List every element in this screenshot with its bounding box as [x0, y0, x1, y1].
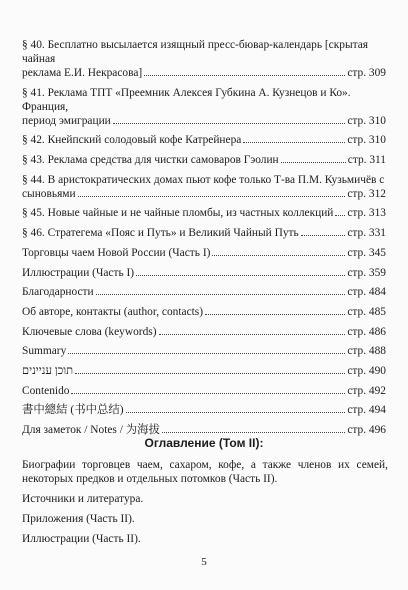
toc-entry-page: стр. 484	[347, 286, 386, 299]
toc-entry-page: стр. 490	[347, 364, 386, 377]
toc-entry-title: Ключевые слова (keywords)	[22, 325, 157, 338]
toc-entry-title: Об авторе, контакты (author, contacts)	[22, 305, 204, 318]
dot-leader	[136, 275, 345, 276]
toc-entry-title: תוכן עניינים	[22, 364, 74, 377]
toc-entry	[22, 153, 386, 167]
toc-entry-page: стр. 494	[347, 404, 386, 417]
dot-leader	[144, 75, 345, 76]
toc-entry-title: Иллюстрации (Часть I)	[22, 266, 135, 279]
toc-entry	[22, 246, 386, 260]
toc-entry	[22, 173, 386, 201]
toc-entry-title: Contenido	[22, 384, 70, 397]
toc-entry	[22, 344, 386, 358]
volume-2-item	[22, 492, 388, 506]
toc-entry-page: стр. 485	[347, 305, 386, 318]
dot-leader	[301, 235, 346, 236]
volume-2-item-line: Иллюстрации (Часть II).	[22, 533, 141, 545]
toc-entry-page: стр. 313	[347, 207, 386, 220]
dot-leader	[205, 314, 345, 315]
dot-leader	[281, 162, 346, 163]
toc-entry-title: Для заметок / Notes / 为海拔	[22, 424, 160, 436]
toc-entry-title: § 45. Новые чайные и не чайные пломбы, из частных коллекций	[22, 207, 334, 220]
toc-entry	[22, 133, 386, 147]
dot-leader	[75, 373, 345, 374]
volume-2-item	[22, 458, 388, 486]
toc-entry	[22, 266, 386, 280]
toc-entry-title: Summary	[22, 345, 67, 358]
toc-entry	[22, 403, 386, 417]
dot-leader	[159, 334, 346, 335]
toc-entry-page: стр. 331	[347, 227, 386, 240]
dot-leader	[78, 196, 346, 197]
table-of-contents	[22, 38, 386, 443]
volume-2-item-line: Приложения (Часть II).	[22, 513, 135, 525]
toc-entry	[22, 384, 386, 398]
toc-entry	[22, 364, 386, 378]
toc-entry	[22, 305, 386, 319]
volume-2-item-line: некоторых предков и отдельных потомков (Часть II).	[22, 473, 278, 485]
toc-entry-page: стр. 345	[347, 246, 386, 259]
toc-entry-page: стр. 310	[347, 134, 386, 147]
dot-leader	[335, 215, 345, 216]
toc-entry-title: § 46. Стратегема «Пояс и Путь» и Великий Чайный Путь	[22, 227, 299, 240]
toc-entry	[22, 325, 386, 339]
toc-entry-page: стр. 486	[347, 325, 386, 338]
volume-2-item-line: Биографии торговцев чаем, сахаром, кофе, а также членов их семей,	[22, 459, 388, 471]
toc-entry	[22, 38, 386, 80]
toc-entry-title-line: § 44. В аристократических домах пьют кофе только Т-ва П.М. Кузьмичёв с	[22, 173, 385, 186]
toc-entry-title-line: § 41. Реклама ТПТ «Преемник Алексея Губкина А. Кузнецов и Ко». Франция,	[22, 86, 351, 113]
volume-2-item	[22, 512, 388, 526]
toc-entry-page: стр. 311	[347, 154, 386, 167]
toc-entry	[22, 226, 386, 240]
toc-entry-title: реклама Е.И. Некрасова]	[22, 67, 143, 79]
dot-leader	[212, 255, 345, 256]
toc-entry	[22, 86, 386, 128]
toc-entry-title: § 43. Реклама средства для чистки самоваров Гэолин	[22, 154, 279, 167]
volume-2-item	[22, 532, 388, 546]
toc-entry-title: 書中總結 (书中总结)	[22, 404, 124, 417]
toc-entry	[22, 423, 386, 437]
volume-2-item-line: Источники и литература.	[22, 493, 144, 505]
toc-entry	[22, 206, 386, 220]
toc-entry-title: период эмиграции	[22, 114, 111, 127]
toc-entry-title: § 42. Кнейпский солодовый кофе Катрейнера	[22, 134, 242, 147]
toc-entry-page: стр. 359	[347, 266, 386, 279]
toc-entry-title: сыновьями	[22, 187, 76, 200]
dot-leader	[68, 353, 345, 354]
page-number: 5	[201, 556, 207, 568]
dot-leader	[126, 412, 346, 413]
toc-entry-title: Торговцы чаем Новой России (Часть I)	[22, 246, 211, 259]
volume-2-heading: Оглавление (Том II):	[144, 436, 264, 450]
dot-leader	[162, 432, 345, 433]
toc-entry	[22, 285, 386, 299]
toc-entry-page: стр. 496	[347, 424, 386, 436]
toc-entry-page: стр. 488	[347, 345, 386, 358]
toc-entry-title-line: § 40. Бесплатно высылается изящный пресс-бювар-календарь [скрытая чайная	[22, 39, 369, 65]
toc-entry-page: стр. 492	[347, 384, 386, 397]
toc-entry-page: стр. 312	[347, 187, 386, 200]
toc-entry-page: стр. 309	[347, 67, 386, 79]
dot-leader	[96, 294, 346, 295]
dot-leader	[243, 142, 345, 143]
volume-2-list	[22, 458, 388, 552]
toc-entry-page: стр. 310	[347, 114, 386, 127]
toc-entry-title: Благодарности	[22, 286, 94, 299]
dot-leader	[113, 123, 346, 124]
dot-leader	[71, 393, 345, 394]
